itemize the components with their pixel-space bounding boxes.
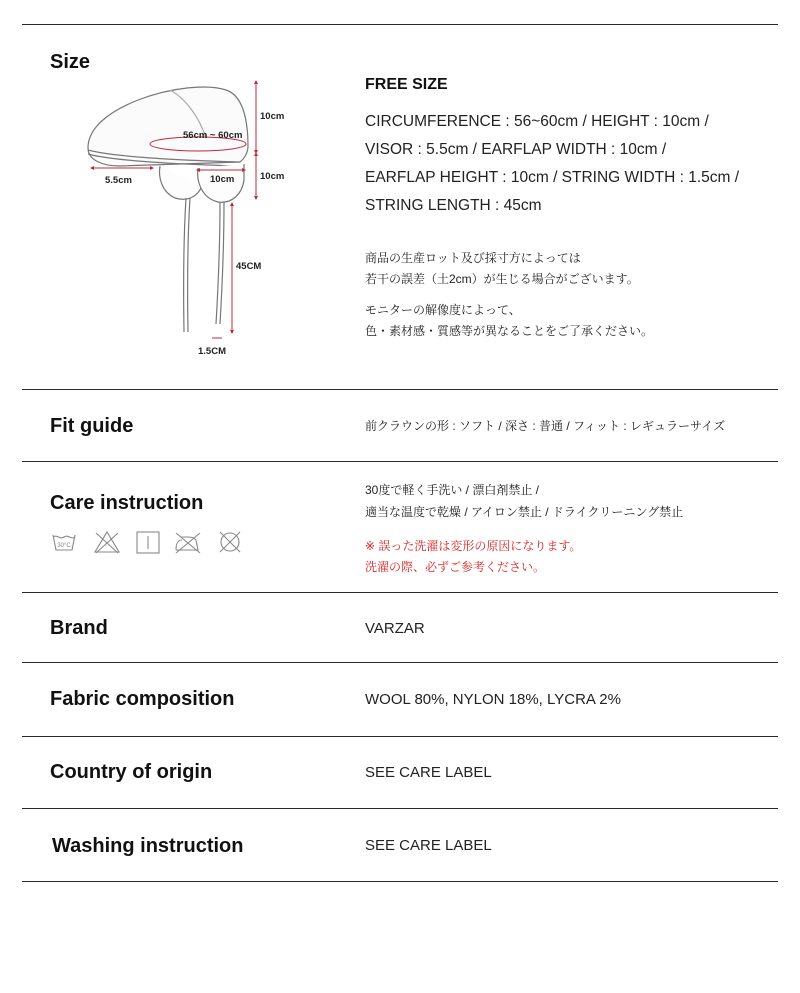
hat-outline [88,87,248,332]
divider-top [22,24,778,25]
origin-heading: Country of origin [50,761,213,783]
care-warning-line: 洗濯の際、必ずご参考ください。 [365,560,546,574]
label-earflap-width: 10cm [210,174,235,185]
brand-heading: Brand [50,617,108,639]
free-size-label: FREE SIZE [365,76,448,93]
no-dry-clean-icon [220,532,240,552]
care-line: 適当な温度で乾燥 / アイロン禁止 / ドライクリーニング禁止 [365,505,684,519]
no-bleach-icon [95,532,119,553]
hand-wash-30-icon [53,535,75,550]
spec-line: STRING LENGTH : 45cm [365,197,542,214]
care-line: 30度で軽く手洗い / 漂白剤禁止 / [365,483,540,497]
divider-fit [22,461,778,462]
hat-size-diagram [80,70,285,360]
fit-guide-value: 前クラウンの形 : ソフト / 深さ : 普通 / フィット : レギュラーサイズ [365,419,726,433]
label-earflap-height: 10cm [260,171,285,182]
fit-guide-heading: Fit guide [50,415,134,437]
washing-value: SEE CARE LABEL [365,837,492,854]
size-heading: Size [50,51,91,73]
label-string-length: 45CM [236,261,262,272]
label-height: 10cm [260,111,285,122]
tumble-dry-icon [137,532,159,553]
fabric-heading: Fabric composition [50,688,235,710]
label-circumference: 56cm ~ 60cm [183,130,243,141]
svg-text:30°C: 30°C [57,543,71,549]
spec-line: CIRCUMFERENCE : 56~60cm / HEIGHT : 10cm / [365,113,709,130]
spec-line: EARFLAP HEIGHT : 10cm / STRING WIDTH : 1.5cm / [365,169,740,186]
care-warning-line: ※ 誤った洗濯は変形の原因になります。 [365,539,582,553]
divider-washing [22,881,778,882]
measurement-note-line: 商品の生産ロット及び採寸方によっては [365,251,581,265]
fabric-value: WOOL 80%, NYLON 18%, LYCRA 2% [365,691,621,708]
brand-value: VARZAR [365,620,425,637]
label-visor: 5.5cm [105,175,132,186]
origin-value: SEE CARE LABEL [365,764,492,781]
no-iron-icon [176,533,200,553]
divider-origin [22,808,778,809]
care-heading: Care instruction [50,492,204,514]
label-string-width: 1.5CM [198,346,226,357]
monitor-note-line: 色・素材感・質感等が異なることをご了承ください。 [365,324,654,338]
divider-care [22,592,778,593]
measurement-note-line: 若干の誤差（土2cm）が生じる場合がございます。 [365,272,639,286]
care-icons [50,528,250,556]
monitor-note-line: モニターの解像度によって、 [365,303,521,317]
washing-heading: Washing instruction [52,835,244,857]
divider-size [22,389,778,390]
divider-brand [22,662,778,663]
spec-line: VISOR : 5.5cm / EARFLAP WIDTH : 10cm / [365,141,667,158]
divider-fabric [22,736,778,737]
